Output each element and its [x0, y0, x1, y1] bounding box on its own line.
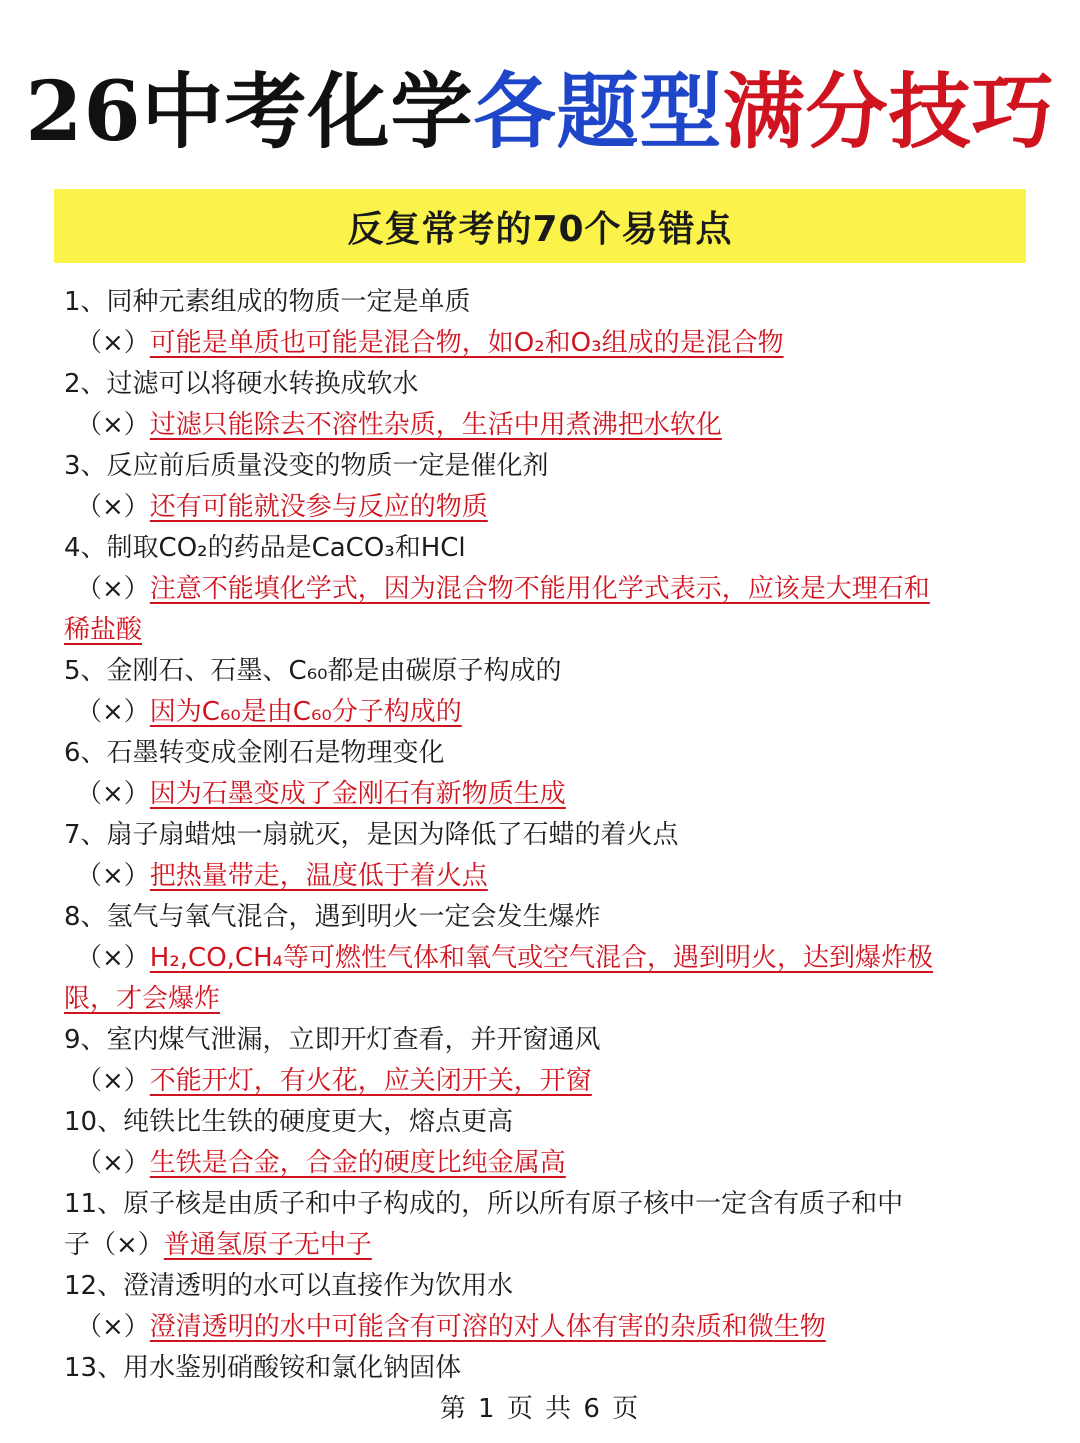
answer-8-cont: 限，才会爆炸	[64, 984, 221, 1014]
answer-7: 把热量带走，温度低于着火点	[149, 861, 488, 891]
answer-6: 因为石墨变成了金刚石有新物质生成	[149, 779, 566, 809]
answer-row-8	[64, 938, 1014, 979]
question-5: 5、金刚石、石墨、C₆₀都是由碳原子构成的	[64, 656, 562, 686]
answer-row-2	[64, 405, 1014, 446]
answer-row-10	[64, 1143, 1014, 1184]
title-part-blue: 各题型	[473, 64, 723, 160]
answer-9: 不能开灯，有火花，应关闭开关，开窗	[149, 1066, 592, 1096]
question-4: 4、制取CO₂的药品是CaCO₃和HCl	[64, 533, 466, 563]
answer-row-6	[64, 774, 1014, 815]
wrong-mark: （×）	[76, 697, 150, 727]
answer-12: 澄清透明的水中可能含有可溶的对人体有害的杂质和微生物	[149, 1312, 826, 1342]
answer-row-7	[64, 856, 1014, 897]
question-10: 10、纯铁比生铁的硬度更大，熔点更高	[64, 1107, 514, 1137]
wrong-mark: （×）	[76, 328, 150, 358]
answer-4: 注意不能填化学式，因为混合物不能用化学式表示，应该是大理石和	[149, 574, 930, 604]
subtitle: 反复常考的70个易错点	[347, 208, 733, 250]
page-title	[0, 62, 1080, 162]
wrong-mark: （×）	[90, 1230, 164, 1260]
wrong-mark: （×）	[76, 861, 150, 891]
title-part-black: 26中考化学	[25, 64, 474, 160]
question-11: 11、原子核是由质子和中子构成的，所以所有原子核中一定含有质子和中	[64, 1189, 904, 1219]
title-part-red: 满分技巧	[722, 64, 1055, 160]
answer-row-12	[64, 1307, 1014, 1348]
answer-row-5	[64, 692, 1014, 733]
question-3: 3、反应前后质量没变的物质一定是催化剂	[64, 451, 549, 481]
answer-row-8-cont	[64, 979, 1014, 1020]
question-9: 9、室内煤气泄漏，立即开灯查看，并开窗通风	[64, 1025, 601, 1055]
answer-3: 还有可能就没参与反应的物质	[149, 492, 488, 522]
question-1: 1、同种元素组成的物质一定是单质	[64, 287, 471, 317]
answer-8: H₂,CO,CH₄等可燃性气体和氧气或空气混合，遇到明火，达到爆炸极	[149, 943, 934, 973]
question-7: 7、扇子扇蜡烛一扇就灭，是因为降低了石蜡的着火点	[64, 820, 679, 850]
answer-5: 因为C₆₀是由C₆₀分子构成的	[149, 697, 462, 727]
question-2: 2、过滤可以将硬水转换成软水	[64, 369, 419, 399]
wrong-mark: （×）	[76, 492, 150, 522]
page-indicator: 第 1 页 共 6 页	[439, 1394, 641, 1424]
wrong-mark: （×）	[76, 943, 150, 973]
answer-row-4-cont	[64, 610, 1014, 651]
answer-row-4	[64, 569, 1014, 610]
answer-1: 可能是单质也可能是混合物，如O₂和O₃组成的是混合物	[149, 328, 784, 358]
subtitle-banner	[54, 189, 1026, 263]
question-8: 8、氢气与氧气混合，遇到明火一定会发生爆炸	[64, 902, 601, 932]
question-12: 12、澄清透明的水可以直接作为饮用水	[64, 1271, 514, 1301]
answer-row-9	[64, 1061, 1014, 1102]
question-11-tail: 子	[64, 1230, 91, 1260]
wrong-mark: （×）	[76, 1148, 150, 1178]
wrong-mark: （×）	[76, 779, 150, 809]
answer-11: 普通氢原子无中子	[163, 1230, 372, 1260]
question-13: 13、用水鉴别硝酸铵和氯化钠固体	[64, 1353, 462, 1383]
wrong-mark: （×）	[76, 1312, 150, 1342]
error-point-list	[64, 282, 1014, 1389]
wrong-mark: （×）	[76, 1066, 150, 1096]
answer-10: 生铁是合金，合金的硬度比纯金属高	[149, 1148, 566, 1178]
answer-row-3	[64, 487, 1014, 528]
wrong-mark: （×）	[76, 574, 150, 604]
answer-4-cont: 稀盐酸	[64, 615, 143, 645]
answer-row-1	[64, 323, 1014, 364]
wrong-mark: （×）	[76, 410, 150, 440]
question-11-cont	[64, 1225, 1014, 1266]
answer-2: 过滤只能除去不溶性杂质，生活中用煮沸把水软化	[149, 410, 722, 440]
question-6: 6、石墨转变成金刚石是物理变化	[64, 738, 445, 768]
